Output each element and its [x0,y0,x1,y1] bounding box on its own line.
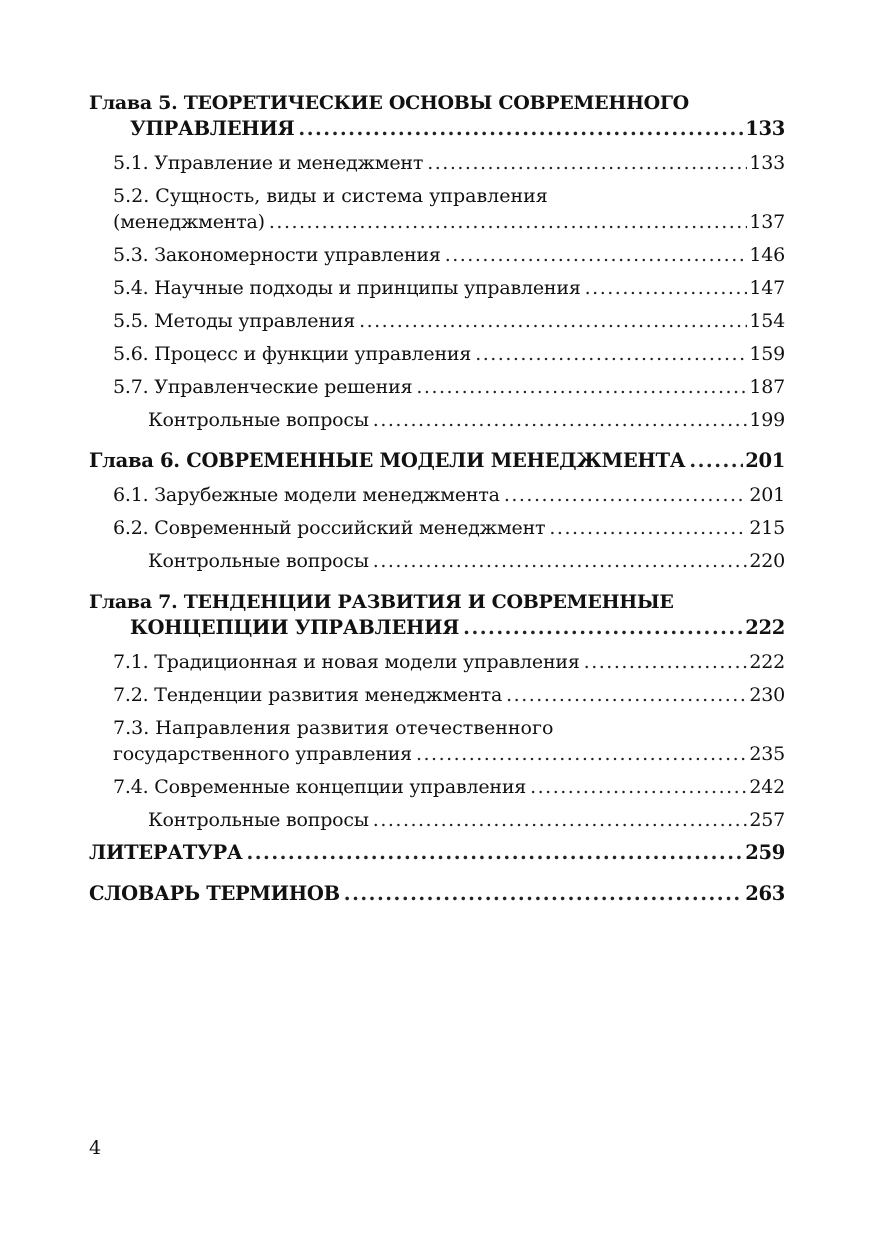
toc-item-5-5 [89,308,785,334]
toc-item-page: 133 [749,152,785,174]
toc-item-7-2 [89,682,785,708]
toc-item-page: 242 [749,776,785,798]
toc-item-label-line1: 7.3. Направления развития отечественного [113,717,554,739]
toc-literature [89,840,785,866]
toc-item-label: 6.1. Зарубежные модели менеджмента [113,484,500,506]
toc-item-label: 7.2. Тенденции развития менеджмента [113,684,503,706]
leader-dots [359,308,747,334]
literature-label: ЛИТЕРАТУРА [89,841,243,864]
leader-dots [445,242,748,268]
leader-dots [416,374,747,400]
chapter-6-title: Глава 6. СОВРЕМЕННЫЕ МОДЕЛИ МЕНЕДЖМЕНТА [89,449,686,472]
leader-dots [416,741,747,767]
leader-dots [373,807,748,833]
toc-item-page: 201 [749,484,785,506]
toc-chapter-6 [89,448,785,474]
toc-item-5-1 [89,150,785,176]
toc-item-5-3 [89,242,785,268]
leader-dots [373,548,748,574]
toc-item-5-4 [89,275,785,301]
toc-item-7-3 [89,715,785,767]
toc-item-label-line2: государственного управления [113,743,412,765]
toc-item-label: 5.5. Методы управления [113,310,356,332]
toc-item-label: 5.1. Управление и менеджмент [113,152,424,174]
table-of-contents [89,90,785,914]
toc-item-5-2 [89,183,785,235]
toc-item-page: 154 [749,310,785,332]
leader-dots [506,682,747,708]
glossary-label: СЛОВАРЬ ТЕРМИНОВ [89,882,340,905]
leader-dots [344,881,743,907]
toc-item-6-1 [89,482,785,508]
toc-item-label-line2: (менеджмента) [113,211,265,233]
leader-dots [427,150,747,176]
toc-item-7-questions [89,807,785,833]
toc-item-label: Контрольные вопросы [148,550,369,572]
toc-item-label-line1: 5.2. Сущность, виды и система управления [113,185,548,207]
toc-item-page: 222 [749,651,785,673]
toc-item-label: 5.6. Процесс и функции управления [113,343,472,365]
toc-chapter-7 [89,589,785,641]
toc-item-page: 159 [749,343,785,365]
toc-item-label: 7.1. Традиционная и новая модели управления [113,651,580,673]
leader-dots [530,774,747,800]
toc-item-5-7 [89,374,785,400]
leader-dots [689,448,743,474]
leader-dots [463,615,743,641]
toc-item-6-2 [89,515,785,541]
leader-dots [549,515,747,541]
toc-item-page: 257 [749,809,785,831]
chapter-7-title-line2: КОНЦЕПЦИИ УПРАВЛЕНИЯ [130,616,460,639]
toc-glossary [89,881,785,907]
leader-dots [585,275,748,301]
toc-item-label: 5.3. Закономерности управления [113,244,441,266]
toc-item-page: 220 [749,550,785,572]
chapter-5-title-row [89,116,785,142]
chapter-7-page: 222 [745,616,785,639]
toc-item-label: 6.2. Современный российский менеджмент [113,517,546,539]
glossary-page: 263 [745,882,785,905]
toc-item-label: Контрольные вопросы [148,809,369,831]
chapter-5-page: 133 [745,117,785,140]
leader-dots [246,840,743,866]
toc-item-page: 199 [749,409,785,431]
literature-page: 259 [745,841,785,864]
toc-item-label: Контрольные вопросы [148,409,369,431]
toc-item-row [89,209,785,235]
leader-dots [373,407,748,433]
toc-item-5-questions [89,407,785,433]
leader-dots [584,649,748,675]
toc-item-7-4 [89,774,785,800]
chapter-5-title-line1: Глава 5. ТЕОРЕТИЧЕСКИЕ ОСНОВЫ СОВРЕМЕННОГО [89,92,689,114]
toc-item-5-6 [89,341,785,367]
leader-dots [269,209,747,235]
toc-item-label: 5.7. Управленческие решения [113,376,413,398]
toc-item-page: 147 [749,277,785,299]
toc-chapter-5 [89,90,785,142]
page-number: 4 [89,1137,102,1159]
toc-item-page: 146 [749,244,785,266]
chapter-6-page: 201 [745,449,785,472]
toc-item-label: 5.4. Научные подходы и принципы управления [113,277,581,299]
chapter-7-title-line1: Глава 7. ТЕНДЕНЦИИ РАЗВИТИЯ И СОВРЕМЕННЫЕ [89,591,674,613]
toc-item-page: 187 [749,376,785,398]
leader-dots [475,341,747,367]
toc-item-7-1 [89,649,785,675]
toc-item-page: 215 [749,517,785,539]
leader-dots [298,116,743,142]
toc-item-6-questions [89,548,785,574]
toc-item-label: 7.4. Современные концепции управления [113,776,527,798]
toc-item-page: 230 [749,684,785,706]
leader-dots [504,482,748,508]
toc-item-row [89,741,785,767]
toc-item-page: 235 [749,743,785,765]
chapter-5-title-line2: УПРАВЛЕНИЯ [130,117,295,140]
chapter-7-title-row [89,615,785,641]
toc-item-page: 137 [749,211,785,233]
